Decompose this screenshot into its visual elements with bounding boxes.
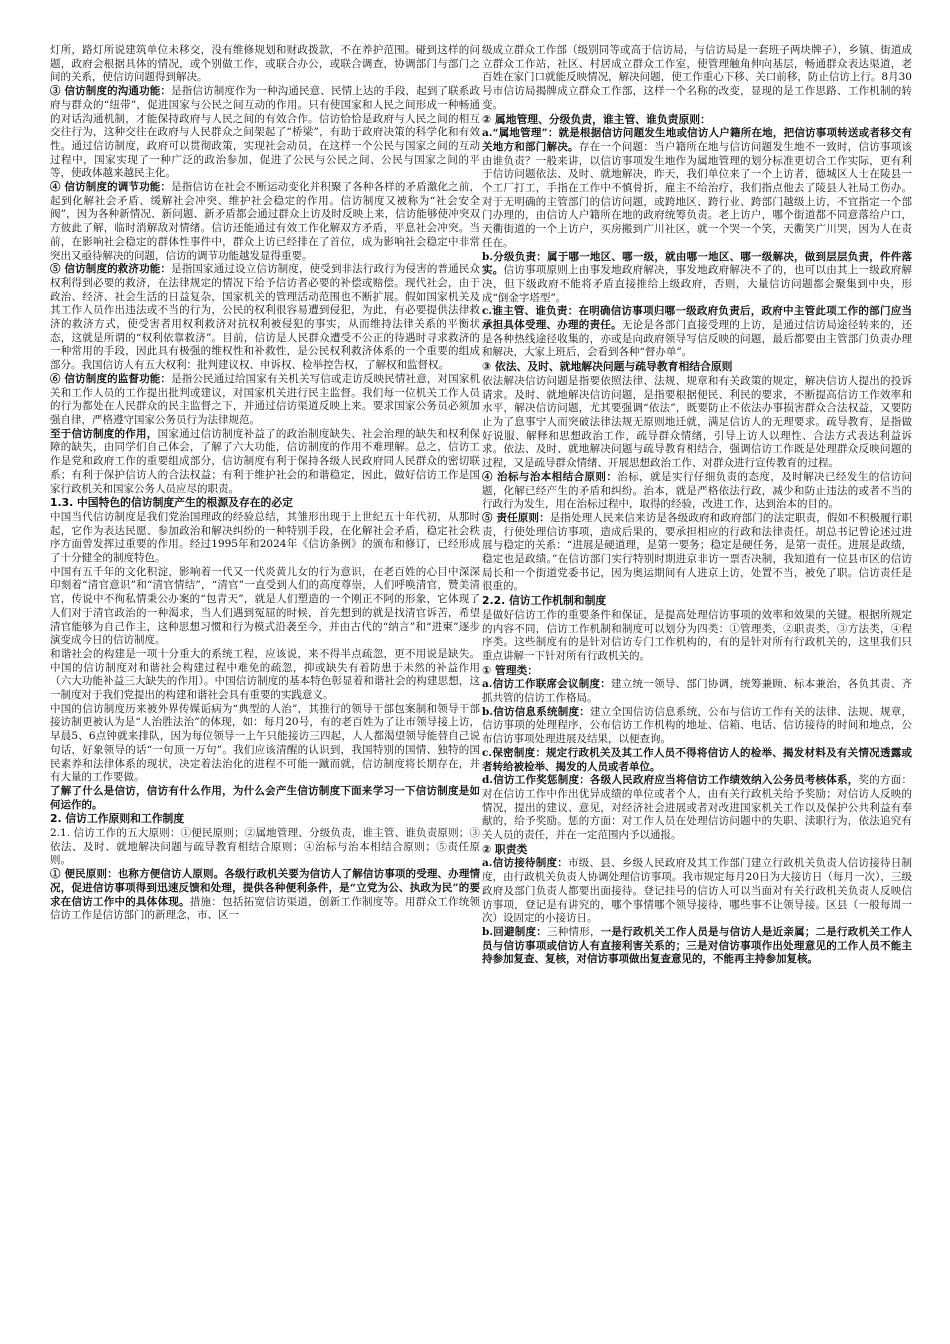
body-text: 建立全国信访信息系统，公布与信访工作有关的法律、法规、规章，信访事项的处理程序，公布信访工作机构的地址、信箱、电话、信访接待的时间和地点，公布信访事项处理进展及结果，以便查询。	[482, 705, 913, 746]
paragraph	[50, 373, 480, 428]
paragraph-heading: ⑤ 信访制度的救济功能：	[50, 263, 172, 276]
paragraph-heading: ⑥ 信访制度的监督功能：	[50, 372, 172, 385]
section-heading: ③ 依法、及时、就地解决问题与疏导教育相结合原则	[482, 360, 733, 374]
paragraph	[482, 251, 912, 306]
paragraph	[50, 263, 480, 373]
paragraph	[50, 785, 480, 812]
body-text: 中国有五千年的文化积淀，影响着一代又一代炎黄儿女的行为意识，在老百姓的心目中深深印刻着“清官意识”和“清官情结”，“清官”一直受到人们的高度尊崇，人们呼唤清官，赞美清官，传说中不徇私情秉公办案的“包青天”，就是人们塑造的一个刚正不阿的形象，它体现了人们对于清官政治的一种渴求，当人们遇到冤屈的时候，首先想到的就是找清官诉苦，希望清官能够为自己作主，这种思想习惯和行为模式沿袭至今，并由古代的“纳言”和“进柬”逐步演变成今日的信访制度。	[50, 565, 480, 647]
body-text: 奖的方面：对在信访工作中作出优异成绩的单位或者个人，由有关行政机关给予奖励；对信访人反映的情况，提出的建议、意见，对经济社会进展或者对改进国家机关工作以及保护公共利益有奉献的，给予奖励。惩的方面：对工作人员在处理信访问题中的失职、渎职行为，依法追究有关人员的责任，并在一定范围内予以通报。	[482, 774, 913, 842]
body-text: 级成立群众工作部（级别同等或高于信访局，与信访局是一套班子两块牌子），乡镇、街道成立群众工作站，社区、村居成立群众工作室，使管理触角伸向基层，畅通群众表达渠道，老百姓在家门口就能反映情况，解决问题，使工作重心下移、关口前移，防止信访上行。8月30号市信访局揭牌成立群众工作部，这样一个名称的改变，显现的是工作思路、工作机制的转变。	[482, 44, 912, 111]
body-text: 是做好信访工作的重要条件和保证，是提高处理信访事项的效率和效果的关键。根据所规定的内容不同，信访工作机制和制度可以划分为四类：①管理类，②职责类，③方法类，④程序类。这些制度有的是针对信访专门工作机构的，有的是针对所有行政机关的，这里我们只重点讲解一下针对所有行政机关的。	[482, 608, 912, 662]
body-text: 依法解决信访问题是指要依照法律、法规、规章和有关政策的规定，解决信访人提出的投诉请求。及时、就地解决信访问题，是指要根据便民、利民的要求，不断提高信访工作效率和水平，解决信访问题，尤其要强调“依法”，既要防止不依法办事损害群众合法权益，又要防止为了息事宁人而突破法律法规无原则地迁就，满足信访人的无理要求。疏导教育，是指做好说服、解释和思想政治工作，疏导群众情绪，引导上访人以理性、合法方式表达利益诉求。依法、及时、就地解决问题与疏导教育相结合，强调信访工作既是处理群众反映问题的过程，又是疏导群众情绪、开展思想政治工作、对群众进行宣传教育的过程。	[482, 374, 912, 470]
right-column	[482, 44, 912, 967]
bold-text: d.信访工作奖惩制度：各级人民政府应当将信访工作绩效纳入公务员考核体系，	[482, 774, 859, 787]
paragraph	[482, 512, 912, 594]
body-text: 三种情形，	[546, 926, 601, 938]
section-heading: 1.3. 中国特色的信访制度产生的根源及存在的必定	[50, 496, 293, 510]
paragraph-heading: a.信访接待制度：	[482, 857, 569, 870]
bold-text: 了解了什么是信访，信访有什么作用，为什么会产生信访制度下面来学习一下信访制度是如何运作的。	[50, 784, 480, 811]
paragraph	[482, 113, 912, 128]
body-text: 市级、县、乡级人民政府及其工作部门建立行政机关负责人信访接待日制度，由行政机关负责人协调处理信访事项。我市规定每月20日为大接访日（每月一次），三级政府及部门负责人都要出面接待。登记挂号的信访人可以当面对有关行政机关负责人反映信访事项，登记是有讲究的，哪个事情哪个领导接待，哪些事不让领导接。区县（一般每周一次）设固定的小接访日。	[482, 857, 913, 925]
paragraph-heading: ④ 治标与治本相结合原则：	[482, 470, 618, 483]
body-text: 无论是各部门直接受理的上访，是通过信访局途径转来的，还是各种热线途径收集的，亦或是向政府领导写信反映的问题，最后都要由主管部门负责办理和解决，大家上班后，会看到各种“督办单”。	[482, 319, 913, 359]
paragraph	[50, 827, 480, 868]
paragraph	[482, 843, 912, 858]
section-heading: 2.2. 信访工作机制和制度	[482, 594, 607, 608]
paragraph	[50, 44, 480, 85]
body-text: 是指信访在社会不断运动变化并积聚了各种各样的矛盾激化之前，起到化解社会矛盾、缓解社会冲突、维护社会稳定的作用。信访制度又被称为“社会安全阀”，因为各种新情况、新问题、新矛盾都会通过群众上访及时反映上来，信访能够使冲突双方彼此了解，临时消解敌对情绪。信访还能通过有效工作化解双方矛盾，平息社会冲突。当前，在影响社会稳定的群体性事件中，群众上访已经排在了首位，成为影响社会稳定中非常突出又亟待解决的问题，信访的调节功能越发显得重要。	[50, 181, 481, 262]
paragraph	[482, 664, 912, 679]
paragraph	[482, 305, 912, 360]
body-text: 是指信访制度作为一种沟通民意、民情上达的手段，起到了联系政府与群众的“纽带”，促进国家与公民之间互动的作用。只有使国家和人民之间形成一种畅通的对话沟通机制，才能保持政府与人民之间的有效合作。信访恰恰是政府与人民之间的相互交往行为，这种交往在政府与人民群众之间架起了“桥梁”，有助于政府决策的科学化和有效性。通过信访制度，政府可以贯彻政策，实现社会动员，在这样一个公民与国家之间的互动过程中，国家实现了一种广泛的政治参加，促进了公民与公民之间、公民与国家之间的平等，使政体越来越民主化。	[50, 85, 481, 180]
paragraph	[482, 926, 912, 967]
body-text: 治标，就是实行仔细负责的态度，及时解决已经发生的信访问题，化解已经产生的矛盾和纠纷。治本，就是严格依法行政，减少和防止违法的或者不当的行政行为发生，用在治标过程中，取得的经验，改进工作，达到治本的目的。	[482, 470, 913, 511]
body-text: 存在一个问题：当户籍所在地与信访问题发生地不一致时，信访事项该由谁负责？一般来讲，以信访事项发生地作为属地管理的划分标准更切合工作实际，更有利于信访问题依法、及时、就地解决，昨天，我们单位来了一个上访者，德城区人士在陵县一个工厂打工，手指在工作中不慎骨折，雇主不给治疗，我们指点他去了陵县人社局工伤办。对于无明确的主管部门的信访问题，或跨地区、跨行业、跨部门越级上访，不宜指定一个部门办理的，由信访人户籍所在地的政府统筹负责。老上访户，哪个街道都不同意落给户口，天衢街道的一个上访户，买房搬到广川社区，就一个哭一个笑，天衢笑广川哭，因为人在责任在。	[482, 140, 913, 249]
paragraph	[482, 678, 912, 705]
paragraph	[50, 648, 480, 703]
body-text: 和谐社会的构建是一项十分重大的系统工程，应该说，来不得半点疏忽，更不用说是缺失。中国的信访制度对和谐社会构建过程中难免的疏忽，抑或缺失有着防患于未然的补益作用（六大功能补益三大缺失的作用）。中国信访制度的基本特色彰显着和谐社会的构建思想，这一制度对于我们党提出的构建和谐社会具有重要的实践意义。	[50, 647, 480, 702]
paragraph	[50, 85, 480, 181]
paragraph	[50, 496, 480, 511]
section-heading: 2. 信访工作原则和工作制度	[50, 812, 185, 826]
paragraph-heading: b.信访信息系统制度：	[482, 705, 590, 718]
paragraph	[482, 594, 912, 609]
paragraph	[482, 471, 912, 512]
body-text: 中国当代信访制度是我们党治国理政的经验总结，其雏形出现于上世纪五十年代初，从那时起，它作为表达民愿、参加政治和解决纠纷的一种特别手段，在化解社会矛盾，稳定社会秩序方面曾发挥过重要的作用。经过1995年和2024年《信访条例》的颁布和修订，已经形成了十分健全的制度特色。	[50, 510, 480, 565]
paragraph	[482, 375, 912, 471]
body-text: 是指处理人民来信来访是各级政府和政府部门的法定职责，假如不积极履行职责，行使处理信访事项，造成后果的，要承担相应的行政和法律责任。胡总书记曾论述过进展与稳定的关系：“进展是硬道理，是第一要务；稳定是硬任务，是第一责任。进展是政绩，稳定也是政绩。”在信访部门实行特别时期进京非访一票否决制，我知道有一位县市区的信访局长和一个街道党委书记，因为奥运期间有人进京上访，处置不当，被免了职。信访责任是很重的。	[482, 511, 912, 593]
paragraph	[482, 857, 912, 926]
body-text: 国家通过信访制度补益了的政治制度缺失、社会治理的缺失和权利保障的缺失，由同学们自己体会，了解了六大功能，信访制度的作用不难理解。总之，信访工作是党和政府工作的重要组成部分，信访制度有利于保持各级人民政府同人民群众的密切联系；有利于保护信访人的合法权益；有利于维护社会的和谐稳定，因此，做好信访工作是国家行政机关和国家公务人员应尽的职责。	[50, 427, 481, 495]
paragraph	[50, 428, 480, 497]
left-column	[50, 44, 480, 923]
bold-text: b.分级负责：属于哪一地区、哪一级，就由哪一地区、哪一级解决，做到层层负责，件件落实。	[482, 250, 912, 277]
paragraph-heading: ③ 信访制度的沟通功能：	[50, 85, 172, 98]
bold-text: ① 便民原则：也称方便信访人原则。各级行政机关要为信访人了解信访事项的受理、办理情况，促进信访事项得到迅速反馈和处理，提供各种便利条件，是“立党为公、执政为民”的要求在信访工作中的具体体现。	[50, 868, 480, 908]
paragraph	[50, 566, 480, 648]
body-text: 2.1. 信访工作的五大原则：①便民原则；②属地管理、分级负责，谁主管、谁负责原则；③依法、及时、就地解决问题与疏导教育相结合原则；④治标与治本相结合原则；⑤责任原则。	[50, 827, 480, 867]
paragraph-heading: a.信访工作联席会议制度：	[482, 678, 612, 691]
paragraph	[482, 706, 912, 747]
paragraph	[50, 703, 480, 785]
body-text: 是指公民通过给国家有关机关写信或走访反映民情社意，对国家机关和工作人员的工作提出批判或建议，对国家机关进行民主监督。我们每一位机关工作人员的行为都处在人民群众的民主监督之下，并通过信访渠道反映上来。要求国家公务员必须加强自律，严格遵守国家公务员行为法律规范。	[50, 372, 481, 426]
bold-text: 一是行政机关工作人员是与信访人是近亲属；二是行政机关工作人员与信访事项或信访人有直接利害关系的；三是对信访事项作出处理意见的工作人员不能主持参加复查、复核，对信访事项做出复查意见的，不能再主持参加复核。	[482, 926, 913, 966]
paragraph	[482, 747, 912, 774]
bold-text: c.保密制度：规定行政机关及其工作人员不得将信访人的检举、揭发材料及有关情况透露或者转给被检举、揭发的人员或者单位。	[482, 746, 912, 773]
body-text: 措施：包括拓宽信访渠道，创新工作制度等。用群众工作统领信访工作是信访部门的新理念，市、区一	[50, 895, 481, 922]
paragraph-heading: b.回避制度：	[482, 926, 547, 938]
paragraph	[482, 360, 912, 375]
section-heading: ① 管理类：	[482, 663, 539, 677]
paragraph	[50, 812, 480, 827]
paragraph-heading: ④ 信访制度的调节功能：	[50, 181, 172, 194]
paragraph-heading: 至于信访制度的作用，	[50, 427, 158, 440]
section-heading: ② 职责类	[482, 842, 528, 856]
body-text: 建立统一领导、部门协调，统筹兼顾、标本兼治，各负其责、齐抓共管的信访工作格局。	[482, 678, 912, 705]
paragraph	[50, 511, 480, 566]
paragraph	[50, 868, 480, 923]
body-text: 信访事项原则上由事发地政府解决，事发地政府解决不了的，也可以由其上一级政府解决，但下级政府不能将矛盾直接推给上级政府，否则，大量信访问题都会聚集到中央，形成“倒金字塔型”。	[482, 264, 913, 304]
body-text: 是指国家通过设立信访制度，使受到非法行政行为侵害的普通民众权利得到必要的救济，在法律规定的情况下给予信访者必要的补偿或赔偿。现代社会，由于政治、经济、社会生活的日益复杂，国家机关的管理活动范围也不断扩展。假如国家机关及其工作人员作出违法或不当的行为，公民的权利很容易遭到侵犯，为此，有必要提供法律救济的救济方式，使受害者用权利救济对抗权利被侵犯的事实，从而维持法律关系的平衡状态，这就是所谓的“权利依靠救济”。目前，信访是人民群众遭受不公正的待遇时寻求救济的一种常用的手段，因此具有极强的维权性和补救性，是公民权利救济体系的一个重要的组成部分。我国信访人有五大权利：批判建议权、申诉权、检举控告权，了解权和监督权。	[50, 263, 481, 372]
paragraph	[482, 127, 912, 250]
paragraph	[482, 609, 912, 664]
section-heading: ② 属地管理、分级负责，谁主管、谁负责原则：	[482, 112, 711, 126]
paragraph-heading: ⑤ 责任原则：	[482, 511, 550, 524]
body-text: 中国的信访制度历来被外界传媒诟病为“典型的人治”，其推行的领导干部包案制和领导干部接访制更被认为是“人治胜法治”的体现，如：每月20号，有的老百姓为了让市领导接上访，早晨5、6点钟就来排队，因为每位领导一上午只能接访三四起，人人都渴望领导能替自己说句话，好象领导的话“一句顶一万句”。我们应该清醒的认识到，我国特别的国情、独特的国民素养和法律体系的现状，决定着法治化的进程不可能一蹴而就，信访制度将长期存在，并有大量的工作要做。	[50, 702, 480, 784]
body-text: 灯所，路灯所说建筑单位未移交，没有维修规划和财政拨款，不在养护范围。碰到这样的问题，政府会根据具体的情况，或个别做工作，或联合办公，或联合调查，协调部门与部门之间的关系，使信访问题得到解决。	[50, 44, 480, 84]
bold-text: c.谁主管、谁负责：在明确信访事项归哪一级政府负责后，政府中主管此项工作的部门应当承担具体受理、办理的责任。	[482, 305, 912, 332]
bold-text: a.“属地管理”：就是根据信访问题发生地或信访人户籍所在地，把信访事项转送或者移交有关地方和部门解决。	[482, 127, 912, 153]
paragraph	[482, 44, 912, 113]
paragraph	[482, 774, 912, 843]
paragraph	[50, 181, 480, 263]
